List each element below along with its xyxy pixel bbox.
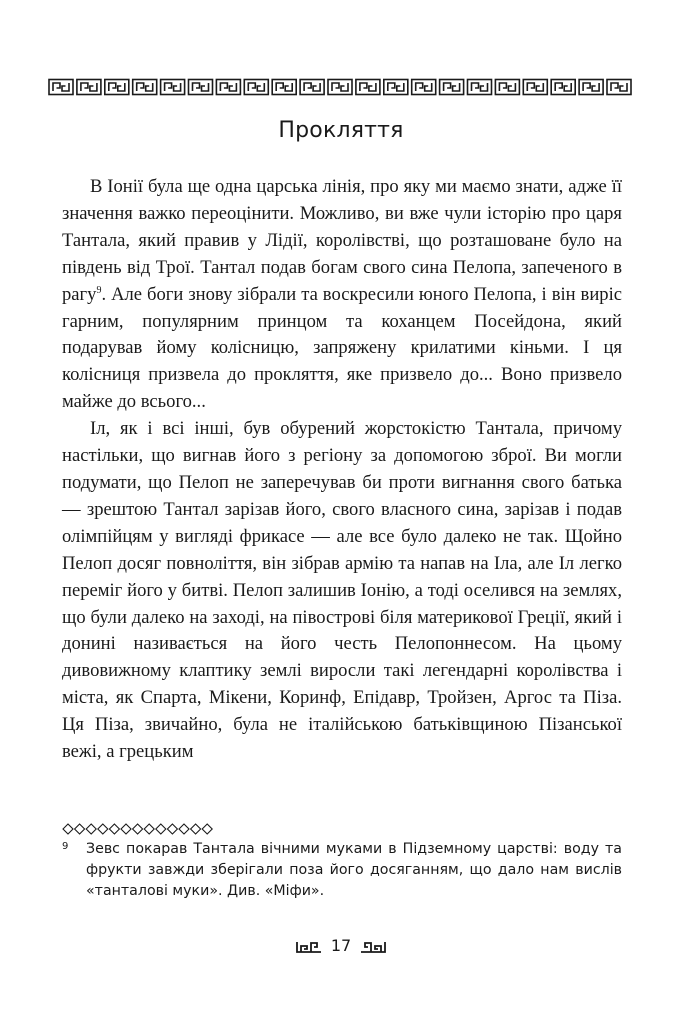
meander-unit (328, 80, 352, 95)
body-text (62, 174, 622, 766)
meander-unit (161, 80, 185, 95)
diamond-chain-ornament (62, 823, 222, 835)
diamond-mark (156, 824, 166, 834)
meander-unit (356, 80, 380, 95)
paragraph-1 (62, 174, 622, 416)
footnote-text: Зевс покарав Тантала вічними муками в Підземному царстві: воду та фрукти завжди зберігали поза його досяганням, що дало нам вислів «танталові муки». Див. «Міфи». (86, 841, 622, 899)
meander-unit (244, 80, 268, 95)
meander-unit (579, 80, 603, 95)
diamond-mark (86, 824, 96, 834)
meander-unit (412, 80, 436, 95)
meander-unit (523, 80, 547, 95)
diamond-mark (191, 824, 201, 834)
meander-unit (133, 80, 157, 95)
diamond-mark (121, 824, 131, 834)
greek-key-border (48, 78, 634, 96)
paragraph-2: Іл, як і всі інші, був обурений жорстокістю Тантала, причому настільки, що вигнав його з регіону за допомогою зброї. Ви могли подумати, що Пелоп не заперечував би проти вигнання свого батька — зрештою Тантал зарізав його, свого власного сина, зарізав і подав олімпійцям у вигляді фрикасе — але все було далеко не так. Щойно Пелоп досяг повноліття, він зібрав армію та напав на Іла, але Іл легко переміг його у битві. Пелоп залишив Іонію, а тоді оселився на землях, що були далеко на заході, на півострові біля материкової Греції, який і донині називається на його честь Пелопоннесом. На цьому дивовижному клаптику землі виросли такі легендарні королівства і міста, як Спарта, Мікени, Коринф, Епідавр, Тройзен, Аргос та Піза. Ця Піза, звичайно, була не італійською батьківщиною Пізанської вежі, а грецьким (62, 418, 622, 763)
diamond-mark (179, 824, 189, 834)
diamond-mark (202, 824, 212, 834)
meander-unit (105, 80, 129, 95)
diamond-mark (63, 824, 73, 834)
greek-key-border-graphic (48, 78, 634, 96)
footnote-separator (62, 822, 222, 834)
diamond-mark (144, 824, 154, 834)
diamond-mark (133, 824, 143, 834)
meander-unit (272, 80, 296, 95)
diamond-mark (75, 824, 85, 834)
meander-unit (468, 80, 492, 95)
diamond-mark (109, 824, 119, 834)
chapter-title: Прокляття (278, 118, 404, 143)
page-number: 17 (330, 935, 352, 955)
meander-unit (49, 80, 73, 95)
paragraph-1-part-2: . Але боги знову зібрали та воскресили юного Пелопа, і він виріс гарним, популярним принцом та коханцем Посейдона, який подарував йому колісницю, запряжену крилатими кіньми. І ця колісниця призвела до прокляття, яке призвело до... Воно призвело майже до всього... (62, 283, 622, 413)
meander-unit (384, 80, 408, 95)
meander-unit (551, 80, 575, 95)
meander-unit (77, 80, 101, 95)
meander-unit (216, 80, 240, 95)
footnote (62, 839, 622, 902)
paragraph-1-part-1: В Іонії була ще одна царська лінія, про яку ми маємо знати, адже її значення важко переоцінити. Можливо, ви вже чули історію про царя Тантала, який правив у Лідії, королівстві, що розташоване було на південь від Трої. Тантал подав богам свого сина Пелопа, запеченого в рагу (62, 176, 622, 305)
footnote-reference[interactable]: 9 (96, 284, 102, 296)
meander-unit (495, 80, 519, 95)
footnote-number: 9 (62, 841, 69, 852)
diamond-mark (98, 824, 108, 834)
meander-unit (300, 80, 324, 95)
meander-unit (440, 80, 464, 95)
page-folio (0, 932, 682, 958)
folio-right-ornament (359, 936, 387, 954)
folio-left-ornament (295, 936, 323, 954)
meander-unit (607, 80, 631, 95)
diamond-mark (167, 824, 177, 834)
meander-unit (189, 80, 213, 95)
